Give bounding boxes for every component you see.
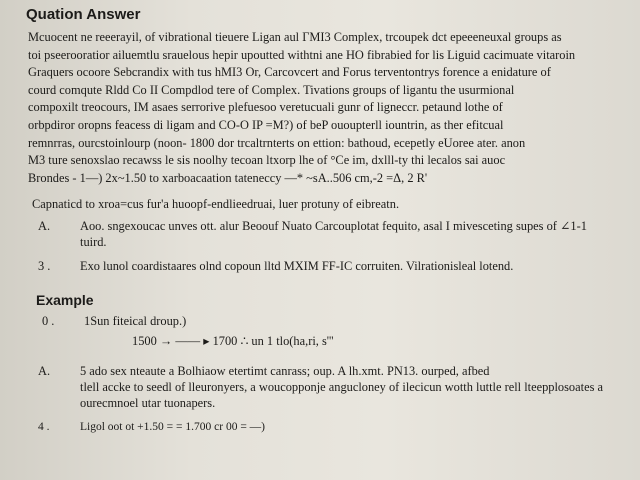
- item-text: 5 ado sex nteaute a Bolhiaow etertimt canrass; oup. A lh.xmt. PN13. ourped, afbed: [80, 364, 490, 379]
- item-text: tlell accke to seedl of lleuronyers, a woucopponje angucloney of ilecicun wotth luttle rell lteepplosoates a: [80, 380, 603, 395]
- list-item: [28, 258, 622, 274]
- intro-line: Brondes - 1—) 2x~1.50 to xarboacaation tateneccy —* ~sA..506 cm,-2 =Δ, 2 R': [28, 170, 428, 185]
- example-item: [28, 419, 622, 435]
- intro-line: courd comqute Rldd Co II Compdlod tere of Complex. Tivations groups of ligantu the usurmional: [28, 82, 515, 97]
- example-equation: 1500 → —— ▸ 1700 ∴ un 1 tlo(ha,ri, s''': [132, 334, 334, 349]
- item-number: A.: [38, 219, 51, 234]
- intro-paragraph: [28, 29, 622, 187]
- item-text: Exo lunol coardistaares olnd copoun lltd MXIM FF-IC corruiten. Vilrationisleal lotend.: [80, 259, 514, 274]
- example-item: [28, 363, 622, 411]
- item-number: 4 .: [38, 421, 50, 434]
- intro-line: remnrras, ourcstoinlourp (noon- 1800 dor trcaltrnterts on ettion: bathoud, ecepetly eUoree ater. anon: [28, 135, 526, 150]
- intro-line: Mcuocent ne reeerayil, of vibrational tieuere Ligan aul ΓMI3 Complex, trcoupek dct epeeeneuxal groups as: [28, 30, 562, 44]
- item-text: Ligol oot ot +1.50 = = 1.700 cr 00 = —): [80, 421, 266, 434]
- example-row: [28, 314, 622, 329]
- item-text: ourecmnoel utar tuonapers.: [80, 396, 216, 411]
- item-text: tuird.: [80, 235, 107, 250]
- example-number: 0 .: [42, 314, 55, 329]
- intro-line: compoxilt treocours, IM asaes serrorive plefuesoo veretucuali gunr of ligneccr. petaund lothe of: [28, 100, 503, 115]
- example-heading: Example: [36, 292, 94, 309]
- item-text: Aoo. sngexoucac unves ott. alur Beoouf Nuato Carcouplotat fequito, asal I mivesceting supes of ∠1-1: [80, 219, 587, 234]
- page-title: Quation Answer: [26, 6, 141, 23]
- item-number: 3 .: [38, 259, 51, 274]
- intro-line: M3 ture senoxslao recawss le sis noolhy tecoan ltxorp lhe of °Ce im, dxlll-ty thi lecalos sai auoc: [28, 153, 506, 168]
- item-number: A.: [38, 364, 51, 379]
- list-item: [28, 218, 622, 250]
- summary-line: Capnaticd to xroa=cus fur'a huoopf-endlieedruai, luer protuny of eibreatn.: [32, 197, 400, 212]
- example-text: 1Sun fiteical droup.): [84, 314, 187, 329]
- intro-line: orbpdiror oropns feacess di ligam and CO-O IP =M?) of beP ououpterll iountrin, as ther efitcual: [28, 117, 504, 132]
- intro-line: toi pseerooratior ailuemtlu srauelous hepir upoutted withtni ane HO fibrabied for lis Liguid cacimuate vitaroin: [28, 47, 576, 62]
- intro-line: Graquers ocoore Sebcrandix with tus hMI3 Or, Carcovcert and Forus terventontrys forence a enidature of: [28, 65, 551, 80]
